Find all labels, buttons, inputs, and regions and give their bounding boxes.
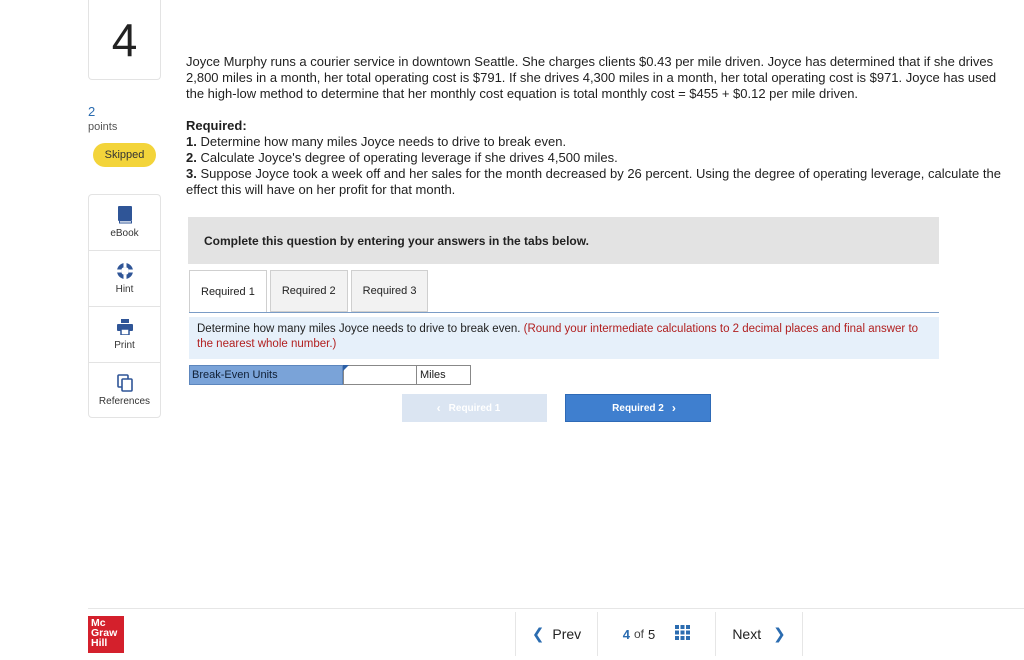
total-questions: 5 bbox=[648, 626, 656, 642]
next-required-button[interactable] bbox=[565, 394, 711, 422]
rounding-note: (Round your intermediate calculations to 2 decimal places and final answer to the nearest whole number.) bbox=[197, 323, 919, 350]
print-label: Print bbox=[114, 340, 135, 351]
question-text: Joyce Murphy runs a courier service in downtown Seattle. She charges clients $0.43 per mile driven. Joyce has determined that if she drives 2,800 miles in a month, her total operating cost is $791. If she drives 4,300 miles in a month, her total operating cost is $971. Joyce has used the high-low method to determine that her monthly cost equation is total monthly cost = $455 + $0.12 per mile driven. bbox=[186, 54, 997, 101]
of-label: of bbox=[633, 627, 644, 641]
required-heading: Required: bbox=[186, 118, 247, 133]
copy-icon bbox=[117, 374, 133, 392]
prev-question-label: Prev bbox=[552, 626, 582, 642]
print-button[interactable] bbox=[88, 306, 161, 362]
tab-divider bbox=[189, 312, 939, 313]
next-question-button[interactable] bbox=[715, 612, 803, 656]
instruction-banner: Complete this question by entering your answers in the tabs below. bbox=[188, 217, 939, 264]
tab-bar bbox=[189, 270, 431, 313]
ebook-label: eBook bbox=[110, 228, 139, 239]
references-button[interactable] bbox=[88, 362, 161, 418]
hint-button[interactable] bbox=[88, 250, 161, 306]
required-section bbox=[186, 118, 1016, 198]
printer-icon bbox=[116, 318, 134, 336]
tab-instruction bbox=[189, 317, 939, 359]
points-value: 2 bbox=[88, 104, 96, 119]
footer-divider bbox=[88, 608, 1024, 609]
answer-unit: Miles bbox=[417, 365, 471, 385]
next-question-label: Next bbox=[732, 626, 762, 642]
ebook-button[interactable] bbox=[88, 194, 161, 250]
answer-label: Break-Even Units bbox=[189, 365, 343, 385]
prev-question-button[interactable] bbox=[515, 612, 597, 656]
question-counter[interactable] bbox=[597, 612, 715, 656]
next-required-label: Required 2 bbox=[612, 402, 664, 414]
question-number: 4 bbox=[88, 0, 161, 80]
book-icon bbox=[117, 206, 133, 224]
required-item: 1. Determine how many miles Joyce needs to drive to break even. bbox=[186, 134, 567, 149]
chevron-right-icon: ❯ bbox=[773, 626, 786, 643]
lifebuoy-icon bbox=[116, 262, 134, 280]
references-label: References bbox=[98, 395, 151, 407]
prev-required-label: Required 1 bbox=[448, 402, 501, 414]
tab-required-3[interactable]: Required 3 bbox=[351, 270, 429, 312]
tab-required-1[interactable]: Required 1 bbox=[189, 270, 267, 313]
pagination bbox=[515, 612, 803, 656]
tools-panel bbox=[88, 194, 161, 418]
answer-row bbox=[189, 365, 471, 385]
break-even-units-input[interactable] bbox=[343, 365, 417, 385]
points-block bbox=[88, 104, 161, 133]
grid-icon bbox=[675, 625, 690, 643]
answer-input-wrap bbox=[343, 365, 417, 385]
required-item: 2. Calculate Joyce's degree of operating leverage if she drives 4,500 miles. bbox=[186, 150, 618, 165]
current-question: 4 bbox=[622, 626, 630, 642]
chevron-left-icon: ❮ bbox=[531, 626, 545, 643]
hint-label: Hint bbox=[115, 284, 134, 295]
chevron-left-icon: ‹ bbox=[436, 401, 441, 415]
prev-required-button[interactable] bbox=[402, 394, 547, 422]
chevron-right-icon: › bbox=[671, 401, 676, 415]
mcgraw-hill-logo: Mc Graw Hill bbox=[88, 616, 124, 653]
tab-required-2[interactable]: Required 2 bbox=[270, 270, 348, 312]
instruction-text: Determine how many miles Joyce needs to drive to break even. bbox=[197, 323, 521, 335]
status-badge: Skipped bbox=[93, 143, 156, 167]
points-label: points bbox=[88, 121, 118, 133]
required-item: 3. Suppose Joyce took a week off and her sales for the month decreased by 26 percent. Using the degree of operating leverage, calculate the effect this will have on her profit for that month. bbox=[186, 166, 1001, 197]
